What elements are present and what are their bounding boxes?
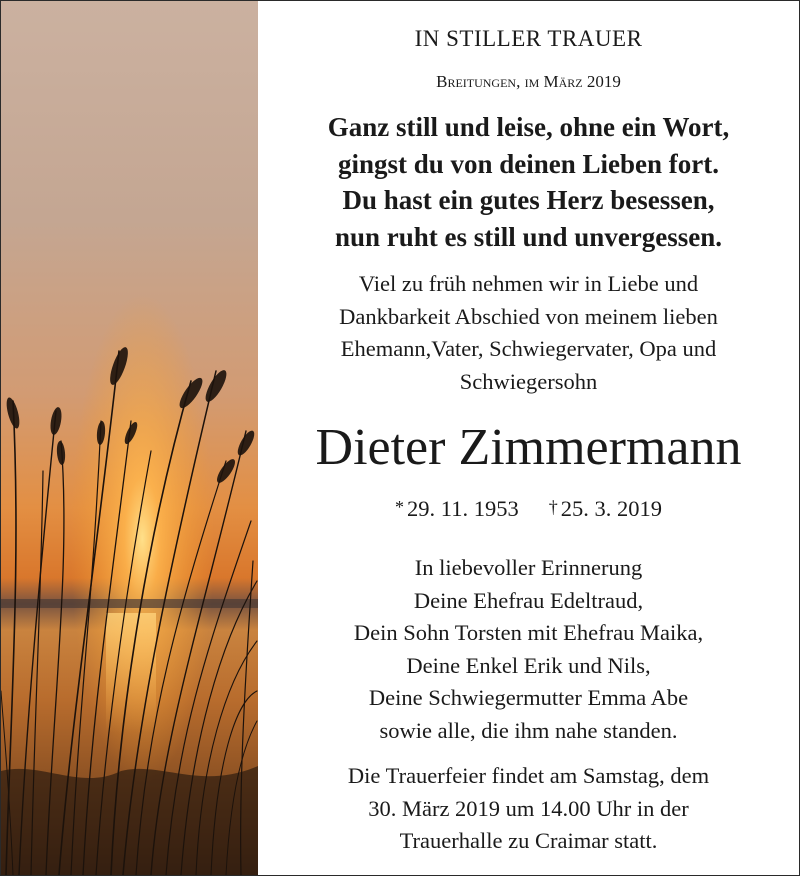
mourners-line: Dein Sohn Torsten mit Ehefrau Maika, <box>353 620 704 645</box>
service-line: 30. März 2019 um 14.00 Uhr in der <box>368 795 689 821</box>
mourners-line: Deine Enkel Erik und Nils, <box>406 652 651 678</box>
mourners-list <box>258 552 799 747</box>
service-line: Trauerhalle zu Craimar statt. <box>399 828 658 853</box>
death-date: 25. 3. 2019 <box>560 496 662 521</box>
place-m-rest: ärz <box>558 72 583 91</box>
mourners-line: In liebevoller Erinnerung <box>414 555 643 580</box>
farewell-text <box>258 268 799 398</box>
mourners-line: Deine Ehefrau Edeltraud, <box>413 587 644 613</box>
birth-star-icon: * <box>395 497 405 517</box>
farewell-line: Dankbarkeit Abschied von meinem lieben <box>339 303 718 329</box>
poem-line: Ganz still und leise, ohne ein Wort, <box>327 112 730 142</box>
sunset-reeds-image <box>1 1 258 875</box>
poem-line: gingst du von deinen Lieben fort. <box>337 148 720 179</box>
birth-date: 29. 11. 1953 <box>407 496 519 521</box>
service-line: Die Trauerfeier findet am Samstag, dem <box>347 763 710 788</box>
poem-line: Du hast ein gutes Herz besessen, <box>342 185 715 215</box>
death-cross-icon: † <box>548 497 558 517</box>
life-dates <box>258 493 799 523</box>
place-and-date <box>258 71 799 93</box>
place-b-rest: reitungen, im <box>447 72 544 91</box>
funeral-service-info <box>258 760 799 858</box>
obituary-text <box>258 1 799 875</box>
mourners-line: sowie alle, die ihm nahe standen. <box>379 717 678 743</box>
farewell-line: Viel zu früh nehmen wir in Liebe und <box>358 271 699 296</box>
poem <box>258 109 799 255</box>
place-year: 2019 <box>582 72 621 91</box>
mourners-line: Deine Schwiegermutter Emma Abe <box>368 685 689 710</box>
deceased-name: Dieter Zimmermann <box>315 419 742 476</box>
place-b-initial: B <box>436 72 448 91</box>
farewell-line: Ehemann,Vater, Schwiegervater, Opa und <box>340 336 717 361</box>
farewell-line: Schwiegersohn <box>459 368 598 394</box>
poem-line: nun ruht es still und unvergessen. <box>334 221 723 252</box>
place-m-initial: M <box>543 72 559 91</box>
heading-in-stiller-trauer: IN STILLER TRAUER <box>414 26 643 51</box>
sunset-reeds-photo <box>1 1 258 875</box>
